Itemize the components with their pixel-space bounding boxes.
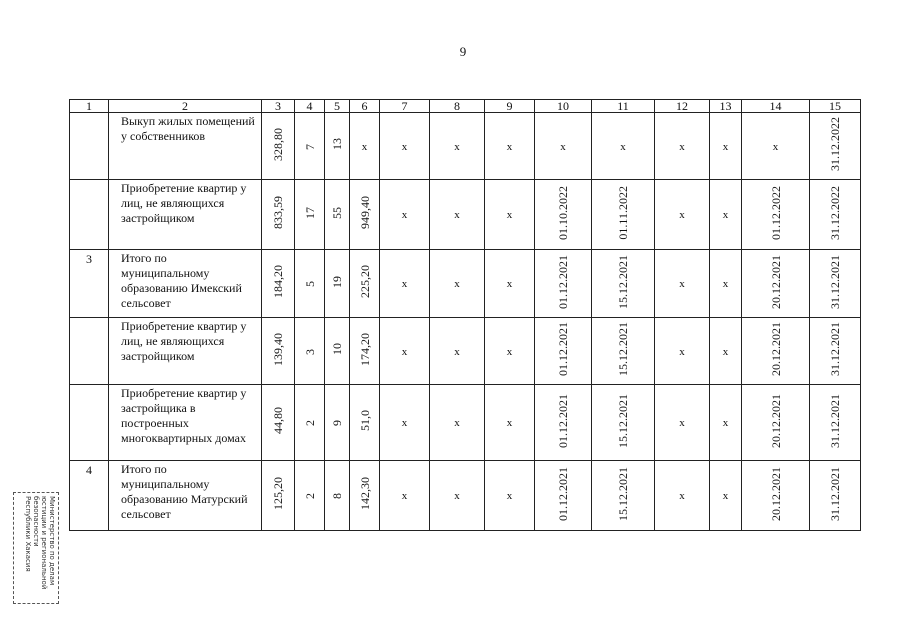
cell-value: x: [506, 345, 513, 358]
table-row: [70, 113, 861, 180]
value-cell-col9: [485, 113, 535, 180]
value-cell-col6: [350, 113, 380, 180]
cell-value: 2: [302, 493, 317, 499]
cell-value: 15.12.2021: [616, 466, 630, 521]
value-cell-col10: [535, 385, 592, 461]
value-cell-col10: [535, 461, 592, 531]
cell-value: 20.12.2021: [768, 254, 783, 309]
cell-value: x: [679, 345, 685, 358]
value-cell-col4: [295, 113, 325, 180]
value-cell-col10: [535, 113, 592, 180]
cell-value: 7: [302, 143, 317, 150]
stamp-line: безопасности: [32, 496, 40, 547]
cell-value: x: [401, 417, 408, 429]
cell-value: x: [722, 417, 729, 429]
cell-value: x: [401, 490, 408, 502]
cell-value: x: [454, 209, 460, 221]
cell-value: 31.12.2021: [828, 254, 842, 309]
cell-value: 20.12.2021: [768, 322, 783, 376]
cell-value: 15.12.2021: [616, 393, 630, 448]
value-cell-col6: [350, 385, 380, 461]
row-name-cell: Итого по муниципальному образованию Имекский сельсовет: [109, 250, 262, 318]
table-row: [70, 461, 861, 531]
cell-value: x: [401, 209, 408, 221]
cell-value: x: [401, 345, 408, 358]
value-cell-col15: [810, 461, 861, 531]
cell-value: 17: [302, 206, 317, 219]
value-cell-col9: [485, 385, 535, 461]
cell-value: x: [506, 209, 513, 221]
cell-value: 31.12.2022: [828, 117, 842, 171]
cell-value: 174,20: [357, 332, 372, 366]
row-name-cell: Приобретение квартир у застройщика в построенных многоквартирных домах: [109, 385, 262, 461]
value-cell-col8: [430, 318, 485, 385]
table-row: [70, 180, 861, 250]
cell-value: x: [679, 417, 685, 429]
value-cell-col14: [742, 318, 810, 385]
page-number: 9: [459, 44, 467, 59]
row-number-cell: [70, 113, 109, 180]
value-cell-col14: [742, 461, 810, 531]
value-cell-col6: [350, 461, 380, 531]
cell-value: x: [454, 345, 460, 358]
cell-value: 5: [302, 281, 317, 287]
value-cell-col12: [655, 180, 710, 250]
value-cell-col9: [485, 318, 535, 385]
value-cell-col5: [325, 385, 350, 461]
value-cell-col7: [380, 461, 430, 531]
value-cell-col9: [485, 180, 535, 250]
row-number-cell: 4: [70, 461, 109, 531]
header-cell: 14: [742, 100, 810, 113]
cell-value: 01.10.2022: [556, 185, 570, 240]
value-cell-col11: [592, 318, 655, 385]
value-cell-col5: [325, 250, 350, 318]
value-cell-col14: [742, 113, 810, 180]
value-cell-col10: [535, 250, 592, 318]
header-cell: 4: [295, 100, 325, 113]
cell-value: x: [722, 140, 729, 153]
value-cell-col3: [262, 385, 295, 461]
value-cell-col4: [295, 461, 325, 531]
value-cell-col15: [810, 385, 861, 461]
table-row: [70, 318, 861, 385]
value-cell-col7: [380, 180, 430, 250]
cell-value: x: [722, 278, 729, 290]
cell-value: x: [722, 490, 729, 502]
value-cell-col11: [592, 250, 655, 318]
value-cell-col7: [380, 385, 430, 461]
cell-value: x: [506, 278, 513, 290]
value-cell-col6: [350, 250, 380, 318]
header-cell: 9: [485, 100, 535, 113]
cell-value: 10: [330, 343, 344, 355]
value-cell-col12: [655, 461, 710, 531]
header-cell: 7: [380, 100, 430, 113]
header-cell: 15: [810, 100, 861, 113]
cell-value: x: [620, 140, 626, 153]
cell-value: 125,20: [271, 477, 285, 510]
row-name-cell: Итого по муниципальному образованию Матурский сельсовет: [109, 461, 262, 531]
value-cell-col4: [295, 318, 325, 385]
cell-value: 15.12.2021: [616, 254, 630, 309]
cell-value: 184,20: [271, 265, 285, 298]
value-cell-col13: [710, 180, 742, 250]
cell-value: x: [454, 140, 460, 153]
value-cell-col7: [380, 318, 430, 385]
cell-value: x: [772, 140, 779, 153]
cell-value: 9: [330, 420, 344, 426]
row-name-cell: Приобретение квартир у лиц, не являющихся застройщиком: [109, 318, 262, 385]
value-cell-col4: [295, 385, 325, 461]
cell-value: x: [361, 140, 368, 153]
value-cell-col5: [325, 461, 350, 531]
cell-value: 328,80: [271, 127, 285, 161]
cell-value: x: [560, 140, 566, 153]
value-cell-col5: [325, 113, 350, 180]
header-cell: 2: [109, 100, 262, 113]
value-cell-col15: [810, 318, 861, 385]
cell-value: 225,20: [357, 265, 372, 298]
header-cell: 6: [350, 100, 380, 113]
value-cell-col13: [710, 113, 742, 180]
value-cell-col10: [535, 318, 592, 385]
cell-value: 31.12.2021: [828, 393, 842, 448]
cell-value: x: [722, 209, 729, 221]
cell-value: x: [454, 417, 460, 429]
value-cell-col11: [592, 461, 655, 531]
value-cell-col8: [430, 385, 485, 461]
row-number-cell: [70, 385, 109, 461]
cell-value: 8: [330, 493, 344, 499]
row-name-cell: Приобретение квартир у лиц, не являющихся застройщиком: [109, 180, 262, 250]
value-cell-col11: [592, 385, 655, 461]
header-cell: 11: [592, 100, 655, 113]
value-cell-col8: [430, 113, 485, 180]
header-cell: 13: [710, 100, 742, 113]
registration-stamp: [13, 492, 59, 604]
value-cell-col14: [742, 385, 810, 461]
cell-value: x: [401, 278, 408, 290]
value-cell-col12: [655, 250, 710, 318]
table-row: [70, 250, 861, 318]
value-cell-col6: [350, 318, 380, 385]
cell-value: 19: [330, 275, 344, 288]
value-cell-col13: [710, 461, 742, 531]
cell-value: x: [506, 490, 513, 502]
header-cell: 1: [70, 100, 109, 113]
cell-value: x: [506, 417, 513, 429]
value-cell-col6: [350, 180, 380, 250]
value-cell-col12: [655, 318, 710, 385]
stamp-line: Министерство по делам: [48, 496, 56, 586]
cell-value: 833,59: [271, 196, 285, 229]
cell-value: 142,30: [357, 477, 372, 510]
cell-value: 31.12.2022: [828, 185, 842, 240]
cell-value: 949,40: [357, 196, 372, 229]
value-cell-col15: [810, 250, 861, 318]
cell-value: 01.12.2022: [768, 185, 783, 240]
value-cell-col5: [325, 180, 350, 250]
header-cell: 8: [430, 100, 485, 113]
cell-value: 01.12.2021: [556, 466, 570, 521]
cell-value: x: [722, 345, 729, 358]
cell-value: 51,0: [357, 410, 372, 431]
header-cell: 5: [325, 100, 350, 113]
cell-value: 31.12.2021: [828, 322, 842, 376]
value-cell-col7: [380, 113, 430, 180]
cell-value: 01.12.2021: [556, 254, 570, 309]
stamp-line: юстиции и региональной: [40, 496, 48, 590]
value-cell-col3: [262, 180, 295, 250]
value-cell-col8: [430, 250, 485, 318]
value-cell-col13: [710, 318, 742, 385]
header-cell: 12: [655, 100, 710, 113]
value-cell-col3: [262, 461, 295, 531]
stamp-line: Республики Хакасия: [24, 496, 32, 572]
cell-value: 01.11.2022: [616, 185, 630, 240]
value-cell-col9: [485, 250, 535, 318]
cell-value: 44,80: [271, 407, 285, 434]
header-cell: 3: [262, 100, 295, 113]
value-cell-col10: [535, 180, 592, 250]
value-cell-col3: [262, 318, 295, 385]
cell-value: 55: [330, 206, 344, 219]
row-name-cell: Выкуп жилых помещений у собственников: [109, 113, 262, 180]
cell-value: x: [679, 490, 685, 502]
cell-value: 01.12.2021: [556, 322, 570, 376]
header-row: [70, 100, 861, 113]
program-table: [69, 99, 861, 531]
cell-value: 20.12.2021: [768, 466, 783, 521]
value-cell-col8: [430, 180, 485, 250]
cell-value: 139,40: [271, 332, 285, 366]
cell-value: x: [679, 278, 685, 290]
value-cell-col14: [742, 250, 810, 318]
value-cell-col12: [655, 113, 710, 180]
cell-value: 3: [302, 348, 317, 355]
cell-value: x: [401, 140, 408, 153]
value-cell-col15: [810, 180, 861, 250]
value-cell-col12: [655, 385, 710, 461]
value-cell-col8: [430, 461, 485, 531]
value-cell-col11: [592, 113, 655, 180]
value-cell-col15: [810, 113, 861, 180]
cell-value: 31.12.2021: [828, 466, 842, 521]
cell-value: x: [454, 278, 460, 290]
value-cell-col7: [380, 250, 430, 318]
cell-value: 2: [302, 420, 317, 426]
value-cell-col11: [592, 180, 655, 250]
value-cell-col4: [295, 250, 325, 318]
value-cell-col14: [742, 180, 810, 250]
value-cell-col4: [295, 180, 325, 250]
cell-value: 20.12.2021: [768, 393, 783, 448]
cell-value: x: [679, 209, 685, 221]
value-cell-col3: [262, 113, 295, 180]
row-number-cell: [70, 180, 109, 250]
cell-value: x: [506, 140, 513, 153]
cell-value: 13: [330, 138, 344, 150]
row-number-cell: 3: [70, 250, 109, 318]
value-cell-col3: [262, 250, 295, 318]
cell-value: 01.12.2021: [556, 393, 570, 448]
value-cell-col13: [710, 385, 742, 461]
cell-value: x: [679, 140, 685, 153]
header-cell: 10: [535, 100, 592, 113]
cell-value: 15.12.2021: [616, 322, 630, 376]
cell-value: x: [454, 490, 460, 502]
row-number-cell: [70, 318, 109, 385]
table-row: [70, 385, 861, 461]
value-cell-col13: [710, 250, 742, 318]
value-cell-col5: [325, 318, 350, 385]
value-cell-col9: [485, 461, 535, 531]
